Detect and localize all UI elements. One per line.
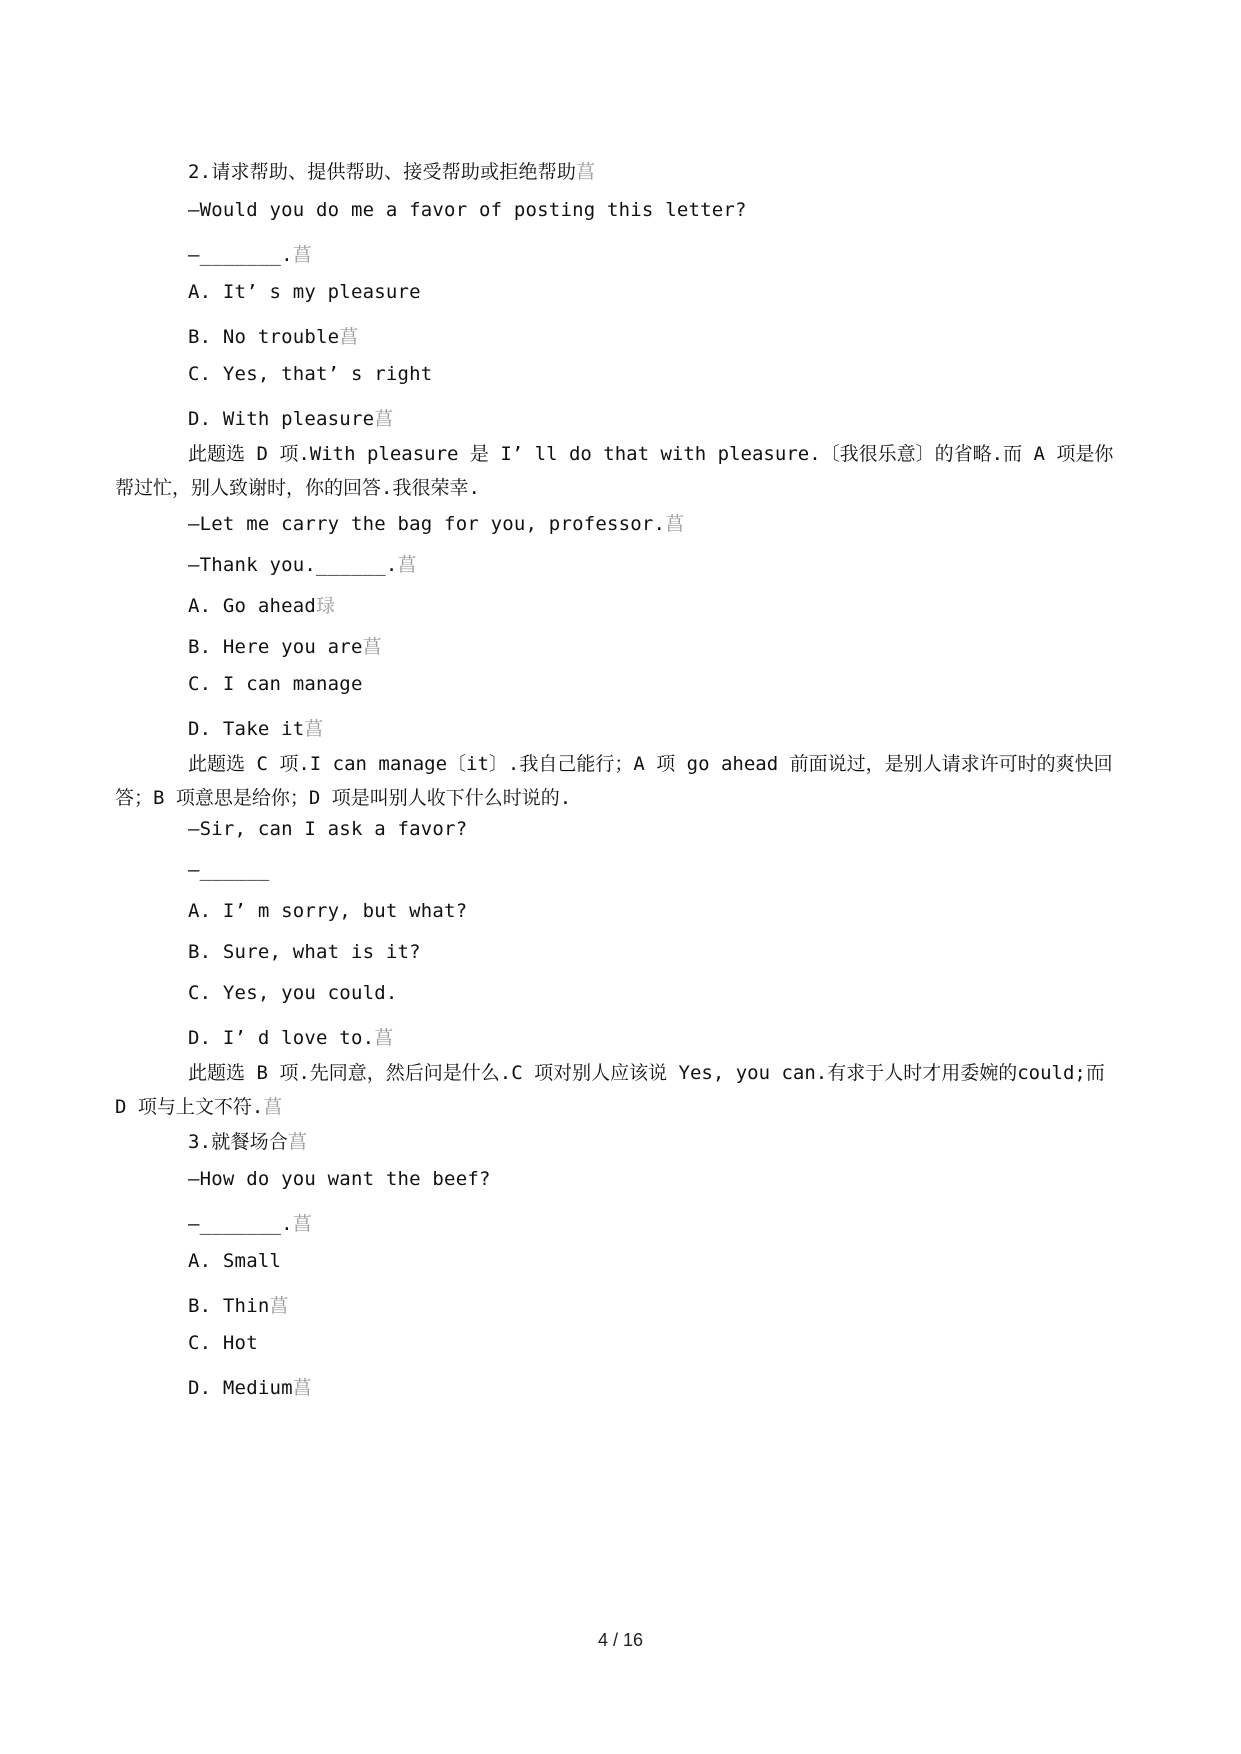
scan-artifact-mark: 菖 bbox=[304, 718, 324, 740]
scan-artifact-mark: 菖 bbox=[362, 636, 382, 658]
option-a bbox=[188, 1250, 281, 1272]
option-b bbox=[188, 322, 359, 349]
option-text: C. Hot bbox=[188, 1332, 258, 1354]
option-d bbox=[188, 714, 324, 741]
answer-blank: —______ bbox=[188, 859, 270, 881]
option-text: C. Yes, that’ s right bbox=[188, 363, 433, 385]
option-a bbox=[188, 281, 421, 303]
option-text: C. Yes, you could. bbox=[188, 982, 398, 1004]
option-c bbox=[188, 673, 363, 695]
explanation-paragraph bbox=[115, 1056, 1125, 1124]
blank-text: —Thank you.______. bbox=[188, 554, 398, 576]
heading-text: 3.就餐场合 bbox=[188, 1131, 289, 1153]
option-text: B. Here you are bbox=[188, 636, 363, 658]
prompt-text: —Let me carry the bag for you, professor. bbox=[188, 513, 666, 535]
blank-text: —_______. bbox=[188, 1213, 293, 1235]
question-prompt: —Sir, can I ask a favor? bbox=[188, 818, 468, 840]
scan-artifact-mark: 菖 bbox=[397, 554, 417, 576]
scan-artifact-mark: 琭 bbox=[316, 595, 336, 617]
option-b bbox=[188, 1291, 289, 1318]
answer-blank bbox=[188, 1209, 312, 1236]
scan-artifact-mark: 菖 bbox=[665, 513, 685, 535]
scan-artifact-mark: 菖 bbox=[339, 326, 359, 348]
blank-text: —_______. bbox=[188, 244, 293, 266]
option-text: B. Sure, what is it? bbox=[188, 941, 421, 963]
scan-artifact-mark: 菖 bbox=[269, 1295, 289, 1317]
explanation-text: 此题选 B 项.先同意，然后问是什么.C 项对别人应该说 Yes, you can.有求于人时才用委婉的could;而 D 项与上文不符. bbox=[115, 1062, 1105, 1118]
option-b bbox=[188, 941, 421, 963]
scan-artifact-mark: 菖 bbox=[292, 244, 312, 266]
scan-artifact-mark: 菖 bbox=[292, 1377, 312, 1399]
section-2-heading bbox=[188, 157, 595, 184]
scan-artifact-mark: 菖 bbox=[374, 1027, 394, 1049]
heading-text: 2.请求帮助、提供帮助、接受帮助或拒绝帮助 bbox=[188, 161, 577, 183]
option-text: D. Take it bbox=[188, 718, 305, 740]
scan-artifact-mark: 菖 bbox=[576, 161, 596, 183]
option-text: A. I’ m sorry, but what? bbox=[188, 900, 468, 922]
option-text: D. I’ d love to. bbox=[188, 1027, 375, 1049]
option-text: D. Medium bbox=[188, 1377, 293, 1399]
scan-artifact-mark: 菖 bbox=[263, 1096, 283, 1118]
option-d bbox=[188, 1023, 393, 1050]
option-text: C. I can manage bbox=[188, 673, 363, 695]
option-text: B. Thin bbox=[188, 1295, 270, 1317]
page-number: 4 / 16 bbox=[597, 1630, 644, 1650]
option-text: A. Go ahead bbox=[188, 595, 317, 617]
option-a bbox=[188, 900, 467, 922]
question-prompt: —Would you do me a favor of posting this letter? bbox=[188, 199, 747, 221]
explanation-paragraph: 此题选 D 项.With pleasure 是 I’ ll do that with pleasure.〔我很乐意〕的省略.而 A 项是你帮过忙，别人致谢时，你的回答.我很荣幸. bbox=[115, 443, 1114, 499]
option-c bbox=[188, 1332, 258, 1354]
explanation-paragraph: 此题选 C 项.I can manage〔it〕.我自己能行；A 项 go ahead 前面说过，是别人请求许可时的爽快回答；B 项意思是给你；D 项是叫别人收下什么时说的. bbox=[115, 753, 1113, 809]
option-text: B. No trouble bbox=[188, 326, 340, 348]
option-text: A. Small bbox=[188, 1250, 282, 1272]
scan-artifact-mark: 菖 bbox=[374, 408, 394, 430]
answer-blank bbox=[188, 550, 417, 577]
scan-artifact-mark: 菖 bbox=[288, 1131, 308, 1153]
question-prompt: —How do you want the beef? bbox=[188, 1168, 491, 1190]
scan-artifact-mark: 菖 bbox=[292, 1213, 312, 1235]
option-c bbox=[188, 982, 398, 1004]
option-d bbox=[188, 1373, 312, 1400]
option-c bbox=[188, 363, 432, 385]
option-text: D. With pleasure bbox=[188, 408, 375, 430]
option-d bbox=[188, 404, 393, 431]
option-a bbox=[188, 591, 335, 618]
option-b bbox=[188, 632, 382, 659]
option-text: A. It’ s my pleasure bbox=[188, 281, 421, 303]
question-prompt bbox=[188, 509, 684, 536]
answer-blank bbox=[188, 240, 312, 267]
section-3-heading bbox=[188, 1127, 307, 1154]
